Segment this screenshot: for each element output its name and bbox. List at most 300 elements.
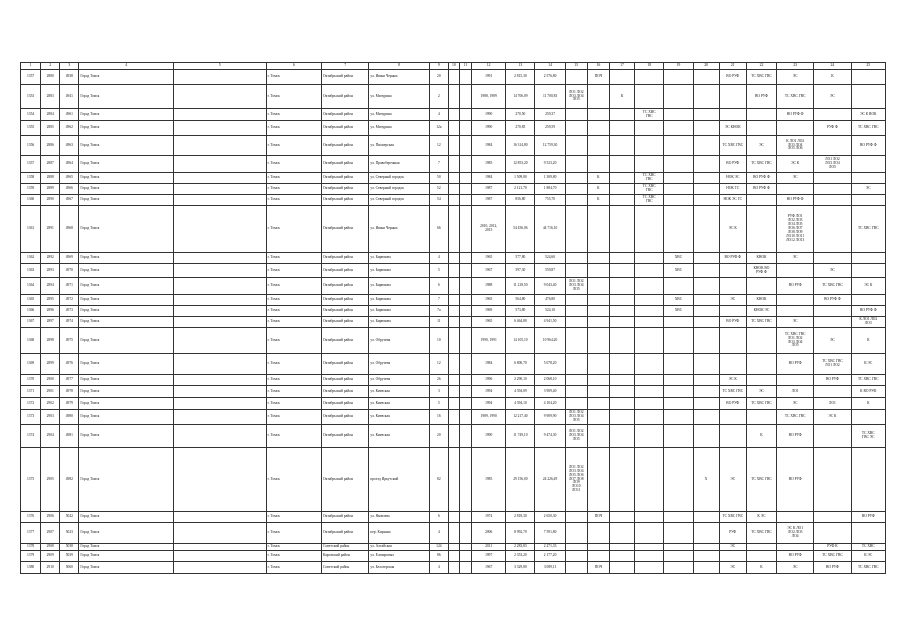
table-cell: Октябрьский район <box>322 425 369 448</box>
table-cell: 20 <box>429 425 448 448</box>
table-cell <box>459 109 471 121</box>
table-cell: 1379 <box>21 551 41 562</box>
table-cell <box>664 121 693 136</box>
table-cell <box>746 195 776 206</box>
column-number-header: 4 <box>79 63 174 70</box>
table-cell: 2883 <box>41 85 60 109</box>
table-cell: РУФ ЛО1 ЛО2 ЛО3 ЛО4 ЛО5 ЛО6 ЛО7 ЛО8 ЛО9 ЛО10 ЛО11 ЛО12 ЛО13 <box>777 206 814 253</box>
table-cell <box>565 156 587 173</box>
table-cell: 24 226,49 <box>535 448 565 512</box>
table-cell: 4 394,10 <box>506 398 535 410</box>
column-number-header: 5 <box>174 63 267 70</box>
table-cell: ул. Бирюкова <box>369 278 429 295</box>
table-cell: 259,59 <box>535 121 565 136</box>
column-number-row <box>21 63 886 70</box>
table-cell <box>664 386 693 398</box>
column-number-header: 15 <box>565 63 587 70</box>
table-cell: 5 <box>429 398 448 410</box>
table-cell: 4972 <box>60 295 79 306</box>
register-sheet <box>20 62 886 574</box>
table-cell: КНОК <box>746 253 776 264</box>
table-cell: ул. Ивана Черных <box>369 70 429 85</box>
table-cell: 1969 <box>472 306 506 317</box>
table-cell: Х <box>693 448 719 512</box>
table-cell <box>635 410 664 425</box>
table-cell <box>174 253 267 264</box>
table-cell <box>174 184 267 195</box>
table-cell: 5060 <box>60 562 79 574</box>
table-cell: г. Томск <box>266 386 321 398</box>
table-cell <box>664 109 693 121</box>
table-cell <box>635 156 664 173</box>
table-cell: ЭС К ВОК <box>851 109 885 121</box>
table-cell: ул. Мичурина <box>369 121 429 136</box>
table-cell: ул. Северный городок <box>369 195 429 206</box>
table-cell <box>448 410 459 425</box>
table-cell <box>664 317 693 328</box>
table-cell <box>851 253 885 264</box>
table-cell: Октябрьский район <box>322 264 369 278</box>
table-cell: Октябрьский район <box>322 70 369 85</box>
table-cell <box>565 354 587 375</box>
table-cell <box>174 425 267 448</box>
table-cell <box>459 398 471 410</box>
table-cell: 12 759,30 <box>535 136 565 156</box>
table-cell <box>459 70 471 85</box>
table-cell <box>609 523 634 544</box>
table-cell: 4969 <box>60 253 79 264</box>
table-cell <box>635 354 664 375</box>
table-cell <box>565 136 587 156</box>
table-cell: Город Томск <box>79 562 174 574</box>
table-cell: г. Томск <box>266 136 321 156</box>
table-cell: 8 992,70 <box>506 523 535 544</box>
table-cell <box>609 544 634 551</box>
table-cell: ХВС <box>664 306 693 317</box>
table-row <box>21 195 886 206</box>
table-cell: ВО РУФ <box>777 551 814 562</box>
table-cell: 16 <box>429 410 448 425</box>
table-row <box>21 375 886 386</box>
table-cell: РУФ <box>719 523 746 544</box>
table-cell <box>459 551 471 562</box>
table-cell: 2 <box>429 85 448 109</box>
column-number-header: 19 <box>664 63 693 70</box>
table-cell <box>174 354 267 375</box>
table-row <box>21 523 886 544</box>
table-cell <box>814 184 851 195</box>
table-cell <box>587 306 609 317</box>
table-cell: 16 314,80 <box>506 136 535 156</box>
table-cell <box>664 448 693 512</box>
table-cell: ул. Бирюкова <box>369 306 429 317</box>
table-cell: Октябрьский район <box>322 398 369 410</box>
table-cell: Город Томск <box>79 306 174 317</box>
table-cell: К <box>746 562 776 574</box>
table-cell: 2897 <box>41 317 60 328</box>
table-cell: 1362 <box>21 253 41 264</box>
table-cell: 3 329,80 <box>506 562 535 574</box>
table-cell <box>746 551 776 562</box>
table-cell: Октябрьский район <box>322 206 369 253</box>
table-cell: Город Томск <box>79 410 174 425</box>
table-cell <box>693 253 719 264</box>
table-cell: РУФ Ф <box>814 121 851 136</box>
table-cell <box>693 544 719 551</box>
table-cell: 2 815,30 <box>506 70 535 85</box>
column-number-header: 11 <box>459 63 471 70</box>
table-cell: ЛО1 ЛО2 ЛО3 ЛО4 ЛО5 ЛО6 ЛО7 ЛО8 ЛО9 ЛО10 ЛО11 <box>565 448 587 512</box>
table-cell: 1 509,80 <box>506 173 535 184</box>
table-cell <box>814 136 851 156</box>
table-cell: 1994 <box>472 398 506 410</box>
table-cell <box>746 354 776 375</box>
column-number-header: 20 <box>693 63 719 70</box>
table-cell <box>459 544 471 551</box>
table-cell <box>814 206 851 253</box>
table-cell <box>746 410 776 425</box>
table-cell <box>719 551 746 562</box>
table-cell: г. Томск <box>266 562 321 574</box>
table-cell: ВО РУФ <box>851 512 885 523</box>
column-number-header: 17 <box>609 63 634 70</box>
table-cell: 66 <box>429 206 448 253</box>
table-cell: 2906 <box>41 512 60 523</box>
table-cell: ЛО1 ЛО2 ЛО3 ЛО4 ЛО5 <box>814 156 851 173</box>
table-cell: 9 474,30 <box>535 425 565 448</box>
table-cell <box>459 328 471 354</box>
table-cell <box>693 386 719 398</box>
table-cell <box>693 70 719 85</box>
table-cell: 44 716,10 <box>535 206 565 253</box>
table-cell: 2895 <box>41 295 60 306</box>
table-cell <box>587 544 609 551</box>
column-number-header: 14 <box>535 63 565 70</box>
table-cell: 5039 <box>60 551 79 562</box>
table-cell <box>746 206 776 253</box>
table-row <box>21 544 886 551</box>
table-cell <box>746 109 776 121</box>
table-cell: 4961 <box>60 109 79 121</box>
table-cell: ВО РУФ <box>719 156 746 173</box>
table-cell: 7 591,80 <box>535 523 565 544</box>
table-cell <box>664 85 693 109</box>
table-cell: Советский район <box>322 544 369 551</box>
table-cell: 50 <box>429 173 448 184</box>
table-cell <box>664 184 693 195</box>
column-number-header: 21 <box>719 63 746 70</box>
table-cell <box>777 306 814 317</box>
table-cell: ТС ХВС ГВС <box>746 317 776 328</box>
table-cell: 577,80 <box>506 253 535 264</box>
table-cell: НОК ЭС ГС <box>719 195 746 206</box>
table-cell: 2908 <box>41 544 60 551</box>
table-cell <box>777 375 814 386</box>
table-cell: ЭС К <box>719 375 746 386</box>
table-cell: Октябрьский район <box>322 136 369 156</box>
table-cell: 1372 <box>21 398 41 410</box>
table-cell: ЭС К <box>777 156 814 173</box>
table-cell <box>693 354 719 375</box>
table-cell <box>664 544 693 551</box>
column-number-header: 16 <box>587 63 609 70</box>
table-cell: 1365 <box>21 295 41 306</box>
table-cell: 1984 <box>472 173 506 184</box>
table-cell: Октябрьский район <box>322 109 369 121</box>
table-cell <box>448 317 459 328</box>
table-cell <box>609 253 634 264</box>
table-row <box>21 184 886 195</box>
housing-register-table <box>20 62 886 574</box>
table-cell <box>693 410 719 425</box>
table-cell: ул. Белозерская <box>369 562 429 574</box>
table-cell <box>448 184 459 195</box>
table-cell: 1357 <box>21 156 41 173</box>
table-cell: г. Томск <box>266 109 321 121</box>
table-cell: 2 283,83 <box>506 544 535 551</box>
table-cell: Октябрьский район <box>322 173 369 184</box>
table-cell <box>635 523 664 544</box>
table-cell: 4 <box>429 562 448 574</box>
table-cell: ВО РУФ <box>719 317 746 328</box>
table-cell: ТС ХВС ГВС ЛО1 ЛО2 <box>814 354 851 375</box>
table-cell <box>174 512 267 523</box>
table-cell <box>459 425 471 448</box>
table-cell: 2905 <box>41 448 60 512</box>
table-cell: ТС ХВС ГВС <box>777 85 814 109</box>
table-cell: 54 <box>429 195 448 206</box>
table-cell: 1974 <box>472 512 506 523</box>
table-cell: 2 353,20 <box>506 551 535 562</box>
table-cell <box>174 206 267 253</box>
table-row <box>21 410 886 425</box>
table-cell: Октябрьский район <box>322 85 369 109</box>
table-cell <box>693 512 719 523</box>
table-cell: 559,87 <box>535 264 565 278</box>
table-cell: Город Томск <box>79 398 174 410</box>
table-cell: 1355 <box>21 121 41 136</box>
table-cell: 270,50 <box>506 109 535 121</box>
table-cell: ВО РУФ <box>814 562 851 574</box>
table-cell <box>664 425 693 448</box>
table-cell <box>635 206 664 253</box>
table-cell: К <box>587 195 609 206</box>
table-cell: 2887 <box>41 156 60 173</box>
table-cell <box>174 195 267 206</box>
table-row <box>21 317 886 328</box>
table-cell: ул. Елизаровых <box>369 551 429 562</box>
table-cell: 1987 <box>472 195 506 206</box>
table-row <box>21 328 886 354</box>
table-cell: 4977 <box>60 375 79 386</box>
table-cell: ВО РУФ <box>777 425 814 448</box>
table-cell: 1361 <box>21 206 41 253</box>
table-cell: ТС ХВС ГВС <box>777 410 814 425</box>
table-cell <box>448 562 459 574</box>
column-number-header: 7 <box>322 63 369 70</box>
table-cell: 1373 <box>21 410 41 425</box>
table-cell: ТС ХВС ГВС <box>851 562 885 574</box>
table-cell: г. Томск <box>266 551 321 562</box>
table-cell: 1378 <box>21 544 41 551</box>
table-cell <box>719 278 746 295</box>
table-cell <box>777 264 814 278</box>
table-cell: 1985 <box>472 156 506 173</box>
table-cell <box>565 551 587 562</box>
table-cell <box>565 317 587 328</box>
table-cell: 1987 <box>472 184 506 195</box>
table-cell: Город Томск <box>79 173 174 184</box>
register-rows <box>21 70 886 574</box>
table-cell <box>565 544 587 551</box>
table-cell <box>587 264 609 278</box>
table-cell <box>459 306 471 317</box>
table-cell: 54 456,06 <box>506 206 535 253</box>
table-row <box>21 551 886 562</box>
table-cell: ТС ХВС ГВС ЛО1 ЛО2 ЛО3 ЛО4 ЛО5 <box>777 328 814 354</box>
table-cell: ул. Северный городок <box>369 184 429 195</box>
table-cell <box>693 184 719 195</box>
table-cell <box>635 317 664 328</box>
table-cell: 2903 <box>41 410 60 425</box>
table-cell: 29 156,00 <box>506 448 535 512</box>
table-cell: 4976 <box>60 354 79 375</box>
table-cell: 564,80 <box>506 295 535 306</box>
table-cell <box>814 195 851 206</box>
table-cell <box>609 386 634 398</box>
table-cell: ЭС <box>719 295 746 306</box>
table-cell <box>587 448 609 512</box>
table-cell: ТС ХВС ГВС <box>851 375 885 386</box>
table-cell: ЭС <box>814 264 851 278</box>
column-number-header: 10 <box>448 63 459 70</box>
table-cell: Город Томск <box>79 354 174 375</box>
table-cell: 4 394,09 <box>506 386 535 398</box>
table-cell <box>587 410 609 425</box>
table-cell: Город Томск <box>79 375 174 386</box>
table-cell: 5 078,20 <box>535 354 565 375</box>
table-cell: г. Томск <box>266 206 321 253</box>
table-cell: 2006 <box>472 523 506 544</box>
table-cell <box>587 551 609 562</box>
table-cell <box>609 306 634 317</box>
table-cell <box>174 306 267 317</box>
table-cell <box>587 253 609 264</box>
table-cell: ул. Бирюкова <box>369 295 429 306</box>
table-cell <box>664 136 693 156</box>
column-number-header: 6 <box>266 63 321 70</box>
table-cell: 1375 <box>21 448 41 512</box>
table-row <box>21 425 886 448</box>
table-cell <box>587 386 609 398</box>
table-cell <box>587 206 609 253</box>
table-cell <box>448 156 459 173</box>
table-cell <box>174 562 267 574</box>
table-cell <box>693 173 719 184</box>
table-cell: К <box>851 328 885 354</box>
table-cell: ЭС К <box>719 206 746 253</box>
table-row <box>21 121 886 136</box>
table-cell: Город Томск <box>79 544 174 551</box>
table-cell: ТС ХВС ГВС <box>746 523 776 544</box>
table-cell <box>664 328 693 354</box>
table-cell <box>851 70 885 85</box>
table-cell: ул. Мичурина <box>369 85 429 109</box>
table-cell: ул. Алтайская <box>369 544 429 551</box>
table-cell: ТС ХВС ГВС <box>719 386 746 398</box>
table-cell: 2 271,33 <box>535 544 565 551</box>
table-cell: ЛО1 ЛО2 ЛО3 ЛО4 ЛО5 <box>565 278 587 295</box>
table-cell <box>814 386 851 398</box>
table-cell: 86 <box>429 551 448 562</box>
table-cell: ВО РУФ <box>777 448 814 512</box>
table-row <box>21 264 886 278</box>
table-cell: 9 043,40 <box>535 278 565 295</box>
table-cell: НОК ТС <box>719 184 746 195</box>
table-cell: г. Томск <box>266 253 321 264</box>
table-cell: г. Томск <box>266 448 321 512</box>
table-row <box>21 306 886 317</box>
table-cell <box>174 544 267 551</box>
table-cell: г. Томск <box>266 425 321 448</box>
table-cell <box>693 295 719 306</box>
table-cell: ул. Киевская <box>369 425 429 448</box>
table-cell: 2890 <box>41 195 60 206</box>
table-cell <box>693 398 719 410</box>
table-cell <box>609 70 634 85</box>
table-cell: 1996 <box>472 375 506 386</box>
column-number-header: 13 <box>506 63 535 70</box>
table-cell: 5 <box>429 264 448 278</box>
table-cell <box>587 156 609 173</box>
table-cell: ул. Киевская <box>369 410 429 425</box>
table-cell: 3 909,40 <box>535 386 565 398</box>
table-cell: 1370 <box>21 375 41 386</box>
table-cell: Октябрьский район <box>322 448 369 512</box>
table-cell: Город Томск <box>79 278 174 295</box>
table-cell <box>565 70 587 85</box>
table-cell <box>851 85 885 109</box>
table-cell: 1360 <box>21 195 41 206</box>
table-cell: г. Томск <box>266 512 321 523</box>
table-cell <box>448 425 459 448</box>
table-cell <box>719 85 746 109</box>
table-cell <box>565 562 587 574</box>
table-cell: ЭС <box>746 136 776 156</box>
table-cell: РУФ К <box>814 544 851 551</box>
table-cell <box>174 295 267 306</box>
table-cell: 2889 <box>41 184 60 195</box>
table-cell: ВО РУФ <box>719 70 746 85</box>
table-cell <box>635 70 664 85</box>
table-cell: ЭС К <box>851 278 885 295</box>
table-cell: Город Томск <box>79 121 174 136</box>
table-cell <box>459 523 471 544</box>
table-cell <box>565 295 587 306</box>
table-cell <box>664 70 693 85</box>
table-cell: 270,85 <box>506 121 535 136</box>
table-cell: 12а <box>429 121 448 136</box>
table-cell: 4982 <box>60 448 79 512</box>
table-cell: 4967 <box>60 195 79 206</box>
table-cell <box>565 184 587 195</box>
table-cell: ул. Мичурина <box>369 109 429 121</box>
table-cell: 4973 <box>60 306 79 317</box>
table-cell <box>174 551 267 562</box>
table-cell <box>814 523 851 544</box>
table-cell: 1985 <box>472 448 506 512</box>
table-cell: К ЭС <box>851 551 885 562</box>
